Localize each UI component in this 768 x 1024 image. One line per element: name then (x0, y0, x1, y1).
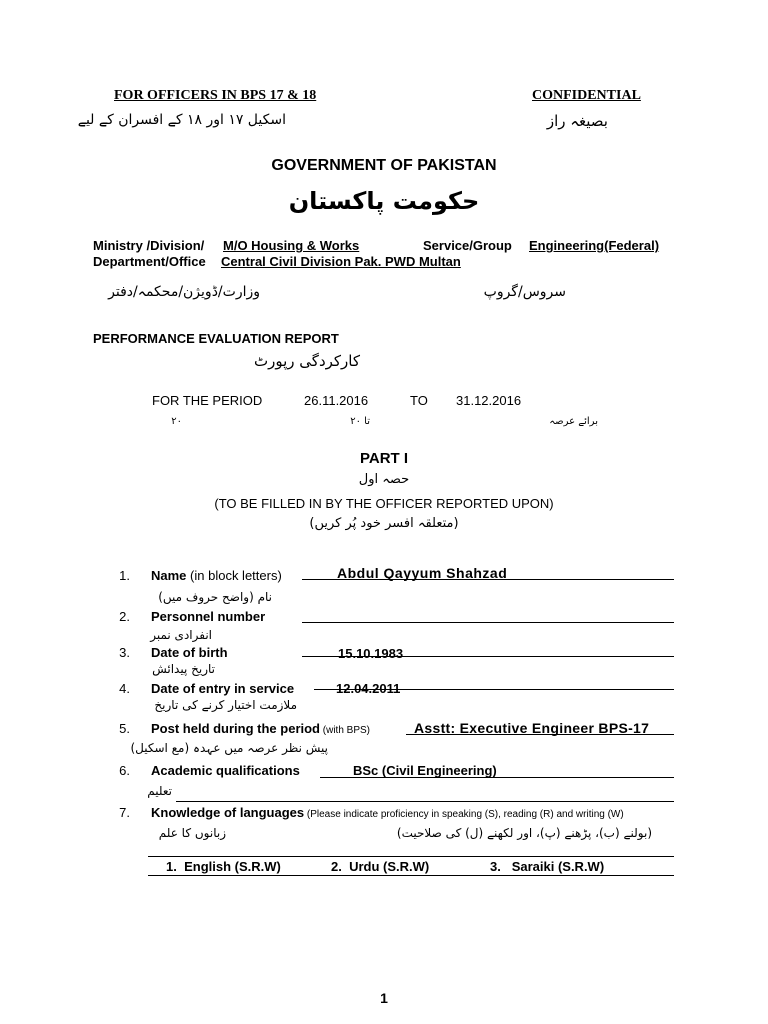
officers-bps-label-urdu: اسکیل ۱۷ اور ۱۸ کے افسران کے لیے (77, 112, 286, 128)
period-from-urdu: ۲۰ (171, 416, 182, 427)
post-held-underline (406, 734, 674, 735)
confidential-label: CONFIDENTIAL (532, 88, 641, 103)
date-of-birth-underline (302, 656, 674, 657)
field-1-number: 1. (119, 568, 130, 583)
service-group-label-urdu: سروس/گروپ (483, 284, 566, 300)
personnel-number-label-urdu: انفرادی نمبر (150, 628, 212, 642)
post-held-label (151, 721, 370, 736)
period-to-label: TO (410, 393, 428, 408)
post-held-label-note: (with BPS) (320, 725, 371, 736)
knowledge-of-languages-label-urdu: زبانوں کا علم (158, 826, 226, 840)
academic-qualifications-value[interactable]: BSc (Civil Engineering) (353, 763, 497, 778)
confidential-label-urdu: بصیغہ راز (546, 112, 608, 130)
post-held-label-urdu: پیش نظر عرصہ میں عہدہ (مع اسکیل) (130, 741, 328, 755)
name-value[interactable]: Abdul Qayyum Shahzad (337, 565, 508, 581)
knowledge-of-languages-note-urdu: (بولنے (ب)، پڑھنے (پ)، اور لکھنے (ل) کی صلاحیت) (396, 826, 652, 840)
government-title: GOVERNMENT OF PAKISTAN (271, 157, 497, 174)
language-1-number: 1. (166, 859, 177, 874)
ministry-label-urdu: وزارت/ڈویژن/محکمہ/دفتر (108, 284, 260, 300)
field-4-number: 4. (119, 681, 130, 696)
department-label: Department/Office (93, 254, 206, 269)
field-5-number: 5. (119, 721, 130, 736)
language-2-number: 2. (331, 859, 342, 874)
department-value: Central Civil Division Pak. PWD Multan (221, 254, 461, 269)
academic-qualifications-underline (320, 777, 674, 778)
service-group-label: Service/Group (423, 238, 512, 253)
service-group-value: Engineering(Federal) (529, 238, 660, 253)
part-instruction-urdu: (متعلقہ افسر خود پُر کریں) (309, 516, 459, 531)
period-to: 31.12.2016 (456, 393, 522, 408)
date-of-entry-underline (314, 689, 674, 690)
language-2-text[interactable]: Urdu (S.R.W) (349, 859, 430, 874)
post-held-value[interactable]: Asstt: Executive Engineer BPS-17 (414, 720, 650, 736)
part-title: PART I (359, 450, 409, 467)
period-label: FOR THE PERIOD (152, 393, 263, 408)
date-of-birth-value[interactable]: 15.10.1983 (338, 646, 404, 661)
language-3-text[interactable]: Saraiki (S.R.W) (511, 859, 605, 874)
name-label-note: (in block letters) (186, 568, 282, 583)
officers-bps-label: FOR OFFICERS IN BPS 17 & 18 (114, 88, 317, 103)
part-instruction: (TO BE FILLED IN BY THE OFFICER REPORTED UPON) (214, 496, 554, 511)
name-underline (302, 579, 674, 580)
date-of-entry-value[interactable]: 12.04.2011 (336, 681, 401, 696)
post-held-label-text: Post held during the period (151, 721, 320, 736)
report-title: PERFORMANCE EVALUATION REPORT (93, 331, 339, 346)
period-label-urdu: برائے عرصہ (549, 416, 598, 427)
knowledge-of-languages-note: (Please indicate proficiency in speaking (S), reading (R) and writing (W) (304, 809, 624, 820)
date-of-entry-label: Date of entry in service (151, 681, 295, 696)
personnel-number-label: Personnel number (151, 609, 266, 624)
knowledge-of-languages-label (151, 805, 624, 820)
personnel-number-underline (302, 622, 674, 623)
languages-lower-rule (148, 875, 674, 876)
language-2 (331, 859, 429, 874)
date-of-birth-label: Date of birth (151, 645, 228, 660)
report-title-urdu: کارکردگی رپورٹ (254, 352, 360, 370)
language-1-text[interactable]: English (S.R.W) (184, 859, 281, 874)
date-of-birth-label-urdu: تاریخ پیدائش (152, 662, 215, 676)
language-3 (490, 859, 604, 874)
part-title-urdu: حصہ اول (358, 472, 410, 487)
period-from: 26.11.2016 (304, 393, 369, 408)
name-label-urdu: نام (واضح حروف میں) (158, 590, 272, 604)
field-2-number: 2. (119, 609, 130, 624)
field-3-number: 3. (119, 645, 130, 660)
government-title-urdu: حکومت پاکستان (288, 187, 480, 215)
name-label-text: Name (151, 568, 187, 583)
name-label (151, 568, 282, 583)
field-6-number: 6. (119, 763, 130, 778)
languages-upper-rule (148, 856, 674, 857)
knowledge-of-languages-label-text: Knowledge of languages (151, 805, 305, 820)
language-3-number: 3. (490, 859, 501, 874)
ministry-label: Ministry /Division/ (93, 238, 205, 253)
field-7-number: 7. (119, 805, 130, 820)
period-to-urdu: تا ۲۰ (350, 416, 370, 427)
languages-top-underline (176, 801, 674, 802)
language-1 (166, 859, 281, 874)
academic-qualifications-label: Academic qualifications (151, 763, 300, 778)
academic-qualifications-label-urdu: تعلیم (147, 784, 172, 798)
date-of-entry-label-urdu: ملازمت اختیار کرنے کی تاریخ (154, 698, 297, 712)
ministry-value: M/O Housing & Works (223, 238, 360, 253)
page-number: 1 (380, 990, 388, 1006)
